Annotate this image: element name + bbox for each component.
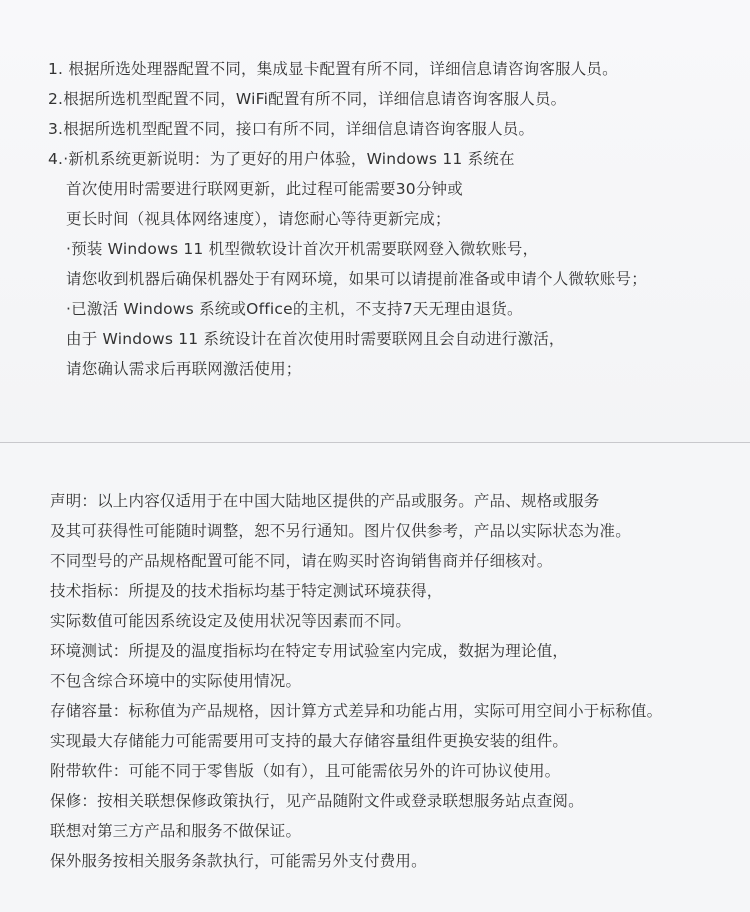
note-4-line-3: 更长时间（视具体网络速度），请您耐心等待更新完成； bbox=[66, 210, 451, 228]
disclaimer-line-4: 技术指标：所提及的技术指标均基于特定测试环境获得， bbox=[50, 582, 443, 600]
note-2: 2.根据所选机型配置不同，WiFi配置有所不同，详细信息请咨询客服人员。 bbox=[48, 90, 567, 108]
note-4-line-5: 请您收到机器后确保机器处于有网环境，如果可以请提前准备或申请个人微软账号； bbox=[66, 270, 647, 288]
notes-section bbox=[0, 0, 750, 442]
note-3: 3.根据所选机型配置不同，接口有所不同，详细信息请咨询客服人员。 bbox=[48, 120, 535, 138]
note-4: 4.·新机系统更新说明：为了更好的用户体验，Windows 11 系统在 bbox=[48, 150, 515, 168]
note-4-line-6: ·已激活 Windows 系统或Office的主机，不支持7天无理由退货。 bbox=[66, 300, 523, 318]
note-4-line-2: 首次使用时需要进行联网更新，此过程可能需要30分钟或 bbox=[66, 180, 463, 198]
disclaimer-line-9: 实现最大存储能力可能需要用可支持的最大存储容量组件更换安装的组件。 bbox=[50, 732, 569, 750]
disclaimer-line-10: 附带软件：可能不同于零售版（如有），且可能需依另外的许可协议使用。 bbox=[50, 762, 561, 780]
note-4-line-7: 由于 Windows 11 系统设计在首次使用时需要联网且会自动进行激活， bbox=[66, 330, 565, 348]
note-1: 1. 根据所选处理器配置不同，集成显卡配置有所不同，详细信息请咨询客服人员。 bbox=[48, 60, 618, 78]
note-4-line-4: ·预装 Windows 11 机型微软设计首次开机需要联网登入微软账号， bbox=[66, 240, 539, 258]
disclaimer-line-3: 不同型号的产品规格配置可能不同，请在购买时咨询销售商并仔细核对。 bbox=[50, 552, 553, 570]
disclaimer-line-2: 及其可获得性可能随时调整，恕不另行通知。图片仅供参考，产品以实际状态为准。 bbox=[50, 522, 631, 540]
disclaimer-line-12: 联想对第三方产品和服务不做保证。 bbox=[50, 822, 302, 840]
disclaimer-line-1: 声明：以上内容仅适用于在中国大陆地区提供的产品或服务。产品、规格或服务 bbox=[50, 492, 600, 510]
disclaimer-line-7: 不包含综合环境中的实际使用情况。 bbox=[50, 672, 302, 690]
disclaimer-line-5: 实际数值可能因系统设定及使用状况等因素而不同。 bbox=[50, 612, 412, 630]
note-4-line-8: 请您确认需求后再联网激活使用； bbox=[66, 360, 302, 378]
disclaimer-section bbox=[0, 443, 750, 912]
disclaimer-line-11: 保修：按相关联想保修政策执行，见产品随附文件或登录联想服务站点查阅。 bbox=[50, 792, 584, 810]
disclaimer-line-13: 保外服务按相关服务条款执行，可能需另外支付费用。 bbox=[50, 852, 427, 870]
disclaimer-line-6: 环境测试：所提及的温度指标均在特定专用试验室内完成，数据为理论值， bbox=[50, 642, 569, 660]
disclaimer-line-8: 存储容量：标称值为产品规格，因计算方式差异和功能占用，实际可用空间小于标称值。 bbox=[50, 702, 663, 720]
